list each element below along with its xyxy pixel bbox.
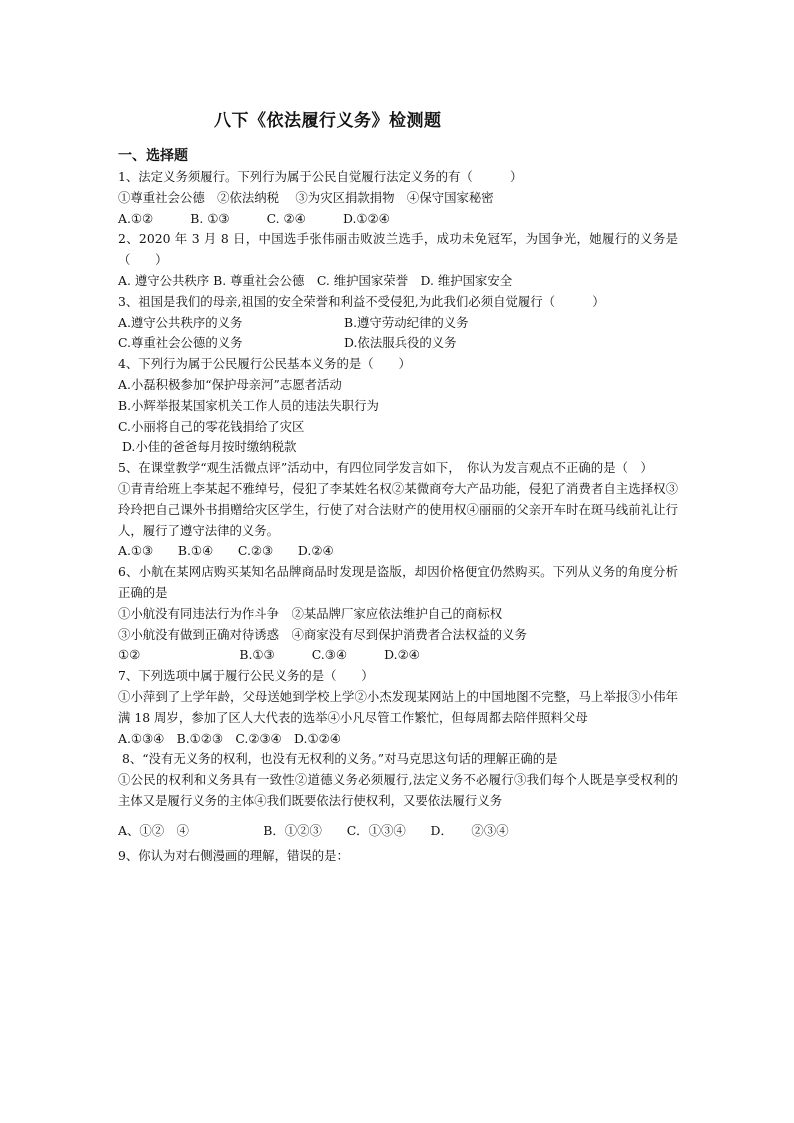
question-items: ①尊重社会公德 ②依法纳税 ③为灾区捐款捐物 ④保守国家秘密 [118, 189, 494, 205]
spacer [118, 812, 678, 821]
document-page [118, 106, 678, 866]
option-a: A.小磊积极参加“保护母亲河”志愿者活动 [118, 376, 342, 392]
question-stem: 1、法定义务须履行。下列行为属于公民自觉履行法定义务的有（ ） [118, 169, 523, 184]
option-b: B.小辉举报某国家机关工作人员的违法失职行为 [118, 397, 379, 413]
question-stem: 9、你认为对右侧漫画的理解，错误的是： [118, 847, 349, 863]
question-8 [118, 749, 678, 841]
answer-options: A.①③ B.①④ C.②③ D.②④ [118, 543, 334, 559]
answer-options: A. 遵守公共秩序 B. 尊重社会公德 C. 维护国家荣誉 D. 维护国家安全 [118, 272, 513, 288]
question-7 [118, 666, 678, 749]
question-stem: 6、小航在某网店购买某知名品牌商品时发现是盗版，却因价格便宜仍然购买。下列从义务的角度分析正确的是 [118, 564, 678, 600]
option-d: D.小佳的爸爸每月按时缴纳税款 [118, 439, 297, 455]
question-stem: 2、2020 年 3 月 8 日，中国选手张伟丽击败波兰选手，成功未免冠军，为国争光，她履行的义务是（ ） [118, 231, 678, 268]
option-a: A.遵守公共秩序的义务 [118, 314, 243, 330]
question-9 [118, 846, 678, 867]
answer-options: A.①③④ B.①②③ C.②③④ D.①②④ [118, 730, 341, 746]
answer-options-row [118, 333, 678, 354]
answer-options: ①② B.①③ C.③④ D.②④ [118, 647, 420, 663]
question-stem: 4、下列行为属于公民履行公民基本义务的是（ ） [118, 356, 411, 372]
answer-options-row [118, 313, 678, 334]
question-body: ①青青给班上李某起不雅绰号，侵犯了李某姓名权②某微商夸大产品功能，侵犯了消费者自主选择权③玲玲把自己课外书捐赠给灾区学生，行使了对合法财产的使用权④丽丽的父亲开车时在斑马线前礼让行人，履行了遵守法律的义务。 [118, 480, 678, 538]
question-stem: 3、祖国是我们的母亲,祖国的安全荣誉和利益不受侵犯,为此我们必须自觉履行（ ） [118, 293, 605, 309]
question-stem: 5、在课堂教学“观生活微点评”活动中，有四位同学发言如下， 你认为发言观点不正确的是（ ） [118, 460, 653, 476]
question-body: ①公民的权利和义务具有一致性②道德义务必须履行,法定义务不必履行③我们每个人既是享受权利的主体又是履行义务的主体④我们既要依法行使权利，又要依法履行义务 [118, 772, 678, 808]
option-d: D.依法服兵役的义务 [344, 335, 457, 351]
question-5 [118, 458, 678, 562]
section-heading: 一、选择题 [118, 148, 188, 164]
question-6 [118, 562, 678, 666]
answer-options: A、①② ④ B．①②③ C．①③④ D． ②③④ [118, 822, 509, 838]
option-c: C.尊重社会公德的义务 [118, 335, 243, 351]
answer-options: A.①② B. ①③ C. ②④ D.①②④ [118, 210, 390, 226]
question-body: ①小萍到了上学年龄，父母送她到学校上学②小杰发现某网站上的中国地图不完整，马上举报③小伟年满 18 周岁，参加了区人大代表的选举④小凡尽管工作繁忙，但每周都去陪伴照料父母 [118, 688, 678, 725]
option-b: B.遵守劳动纪律的义务 [344, 314, 469, 330]
question-stem: 7、下列选项中属于履行公民义务的是（ ） [118, 668, 374, 684]
page-title: 八下《依法履行义务》检测题 [214, 111, 442, 131]
question-4 [118, 354, 678, 458]
question-3 [118, 292, 678, 354]
question-stem: 8、“没有无义务的权利，也没有无权利的义务。”对马克思这句话的理解正确的是 [118, 751, 558, 767]
question-items: ③小航没有做到正确对待诱惑 ④商家没有尽到保护消费者合法权益的义务 [118, 626, 527, 642]
option-c: C.小丽将自己的零花钱捐给了灾区 [118, 418, 305, 434]
question-1 [118, 167, 678, 229]
question-2 [118, 229, 678, 291]
question-items: ①小航没有同违法行为作斗争 ②某品牌厂家应依法维护自己的商标权 [118, 605, 503, 621]
